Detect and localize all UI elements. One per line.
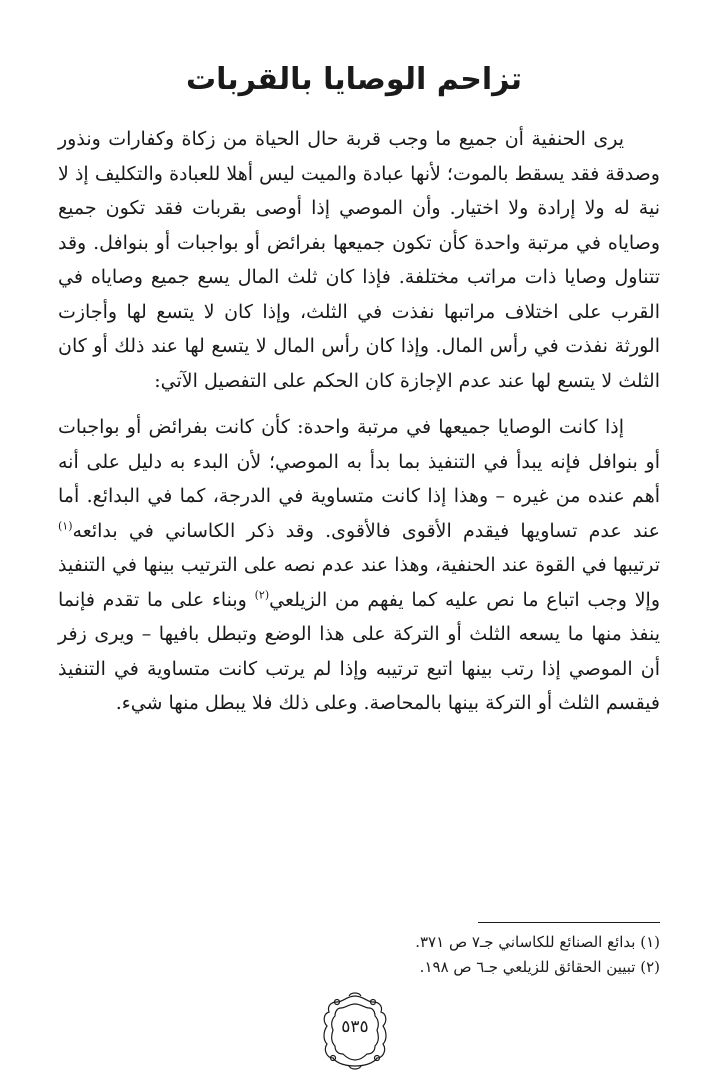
- paragraph-2: [58, 410, 660, 721]
- footnote-1: (١) بدائع الصنائع للكاساني جـ٧ ص ٣٧١.: [415, 933, 660, 951]
- page-number: ٥٣٥: [341, 1017, 369, 1037]
- page-title: تزاحم الوصايا بالقربات: [185, 62, 523, 97]
- footnotes: [58, 930, 660, 980]
- paragraph-2-part-2: ترتيبها في القوة عند الحنفية، وهذا عند عدم نصه على الترتيب بينها في التنفيذ وإلا وجب اتباع ما نص عليه كما يفهم من الزيلعي: [58, 554, 660, 611]
- paragraph-2-part-3: وبناء على ما تقدم فإنما ينفذ منها ما يسعه الثلث أو التركة على هذا الوضع وتبطل بافيها – ويرى زفر أن الموصي إذا رتب بينها اتبع ترتيبه وإذا لم يرتب كانت متساوية في التنفيذ فيقسم الثلث أو التركة بينها بالمحاصة. وعلى ذلك فلا يبطل منها شيء.: [58, 588, 660, 714]
- paragraph-2-part-1: إذا كانت الوصايا جميعها في مرتبة واحدة: كأن كانت بفرائض أو بواجبات أو بنوافل فإنه يبدأ في التنفيذ بما بدأ به الموصي؛ لأن البدء به دليل على أنه أهم عنده من غيره – وهذا إذا كانت متساوية في الدرجة، كما في البدائع. أما عند عدم تساويها فيقدم الأقوى فالأقوى. وقد ذكر الكاساني في بدائعه: [58, 416, 660, 542]
- page-number-ornament: [317, 990, 393, 1072]
- body-text: [58, 122, 660, 721]
- footnote-ref-1: (١): [58, 519, 73, 533]
- footnote-ref-2: (٢): [254, 588, 270, 602]
- footnote-2: (٢) تبيين الحقائق للزيلعي جـ٦ ص ١٩٨.: [419, 958, 660, 976]
- footnote-divider: [478, 922, 660, 923]
- paragraph-1: يرى الحنفية أن جميع ما وجب قربة حال الحياة من زكاة وكفارات ونذور وصدقة فقد يسقط بالموت؛ لأنها عبادة والميت ليس أهلا للعبادة والتكليف إذ لا نية له ولا إرادة ولا اختيار. وأن الموصي إذا أوصى بقربات فقد تكون جميع وصاياه في مرتبة واحدة كأن تكون جميعها بفرائض أو بواجبات أو بنوافل. وقد تتناول وصايا ذات مراتب مختلفة. فإذا كان ثلث المال يسع جميع وصاياه في القرب على اختلاف مراتبها نفذت في الثلث، وإذا كان لا يتسع لها وأجازت الورثة نفذت في رأس المال. وإذا كان رأس المال لا يتسع لها عند ذلك أو كان الثلث لا يتسع لها عند عدم الإجازة كان الحكم على التفصيل الآتي:: [58, 128, 660, 392]
